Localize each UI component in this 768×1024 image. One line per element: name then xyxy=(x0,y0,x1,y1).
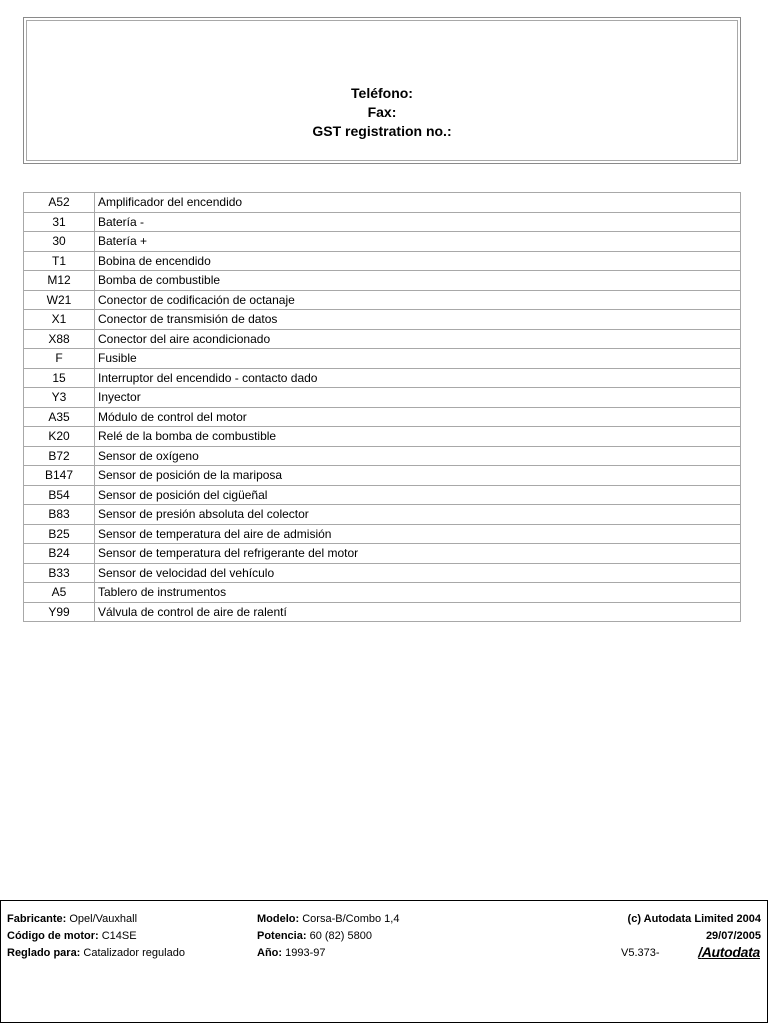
component-code: W21 xyxy=(24,290,95,310)
table-row xyxy=(24,544,741,564)
legend-body xyxy=(24,193,741,622)
component-description: Batería - xyxy=(95,212,741,232)
table-row xyxy=(24,407,741,427)
component-code: B25 xyxy=(24,524,95,544)
component-code: B54 xyxy=(24,485,95,505)
power-line xyxy=(257,928,399,945)
component-code: F xyxy=(24,349,95,369)
year-line xyxy=(257,945,399,962)
component-description: Sensor de posición del cigüeñal xyxy=(95,485,741,505)
component-description: Inyector xyxy=(95,388,741,408)
contact-block xyxy=(24,84,740,141)
header-box xyxy=(23,17,741,164)
table-row xyxy=(24,251,741,271)
component-code: Y99 xyxy=(24,602,95,622)
component-code: B83 xyxy=(24,505,95,525)
component-code: X1 xyxy=(24,310,95,330)
autodata-logo: /Autodata xyxy=(698,944,760,960)
component-code: M12 xyxy=(24,271,95,291)
table-row xyxy=(24,485,741,505)
year-label: Año: xyxy=(257,947,283,959)
fax-label: Fax: xyxy=(367,104,397,120)
component-code: K20 xyxy=(24,427,95,447)
component-description: Válvula de control de aire de ralentí xyxy=(95,602,741,622)
year-value: 1993-97 xyxy=(285,947,326,959)
model-line xyxy=(257,911,399,928)
component-description: Sensor de presión absoluta del colector xyxy=(95,505,741,525)
component-code: X88 xyxy=(24,329,95,349)
component-description: Tablero de instrumentos xyxy=(95,583,741,603)
engine-code-label: Código de motor: xyxy=(7,930,99,942)
power-value: 60 (82) 5800 xyxy=(309,930,372,942)
power-label: Potencia: xyxy=(257,930,307,942)
copyright-text: (c) Autodata Limited 2004 xyxy=(627,913,761,925)
component-description: Bobina de encendido xyxy=(95,251,741,271)
autodata-logo-text: Autodata xyxy=(701,944,760,960)
adjusted-for-value: Catalizador regulado xyxy=(83,947,185,959)
component-description: Conector del aire acondicionado xyxy=(95,329,741,349)
component-description: Amplificador del encendido xyxy=(95,193,741,213)
footer-copyright-column xyxy=(628,911,761,945)
table-row xyxy=(24,505,741,525)
table-row xyxy=(24,368,741,388)
component-description: Fusible xyxy=(95,349,741,369)
table-row xyxy=(24,310,741,330)
model-label: Modelo: xyxy=(257,913,300,925)
table-row xyxy=(24,290,741,310)
table-row xyxy=(24,193,741,213)
footer-vehicle-column xyxy=(7,911,185,962)
manufacturer-line xyxy=(7,911,185,928)
table-row xyxy=(24,388,741,408)
table-row xyxy=(24,271,741,291)
component-code: 15 xyxy=(24,368,95,388)
table-row xyxy=(24,427,741,447)
component-description: Batería + xyxy=(95,232,741,252)
component-code: B33 xyxy=(24,563,95,583)
print-date xyxy=(628,928,761,945)
component-code: T1 xyxy=(24,251,95,271)
manufacturer-label: Fabricante: xyxy=(7,913,67,925)
component-code: 30 xyxy=(24,232,95,252)
table-row xyxy=(24,524,741,544)
component-description: Conector de transmisión de datos xyxy=(95,310,741,330)
print-date-text: 29/07/2005 xyxy=(705,930,761,942)
component-code: A52 xyxy=(24,193,95,213)
component-description: Sensor de posición de la mariposa xyxy=(95,466,741,486)
table-row xyxy=(24,212,741,232)
component-description: Relé de la bomba de combustible xyxy=(95,427,741,447)
component-legend-table xyxy=(23,192,741,622)
manufacturer-value: Opel/Vauxhall xyxy=(69,913,138,925)
component-description: Sensor de velocidad del vehículo xyxy=(95,563,741,583)
table-row xyxy=(24,563,741,583)
component-code: B24 xyxy=(24,544,95,564)
table-row xyxy=(24,329,741,349)
engine-code-value: C14SE xyxy=(101,930,137,942)
adjusted-for-label: Reglado para: xyxy=(7,947,81,959)
component-code: A5 xyxy=(24,583,95,603)
component-code: Y3 xyxy=(24,388,95,408)
component-description: Sensor de temperatura del refrigerante del motor xyxy=(95,544,741,564)
model-value: Corsa-B/Combo 1,4 xyxy=(302,913,400,925)
component-code: 31 xyxy=(24,212,95,232)
document-footer xyxy=(0,900,768,1023)
table-row xyxy=(24,446,741,466)
table-row xyxy=(24,583,741,603)
component-code: B147 xyxy=(24,466,95,486)
component-description: Interruptor del encendido - contacto dado xyxy=(95,368,741,388)
component-description: Sensor de temperatura del aire de admisión xyxy=(95,524,741,544)
table-row xyxy=(24,349,741,369)
version-number: V5.373- xyxy=(621,947,660,959)
component-description: Bomba de combustible xyxy=(95,271,741,291)
component-description: Conector de codificación de octanaje xyxy=(95,290,741,310)
component-code: A35 xyxy=(24,407,95,427)
component-description: Sensor de oxígeno xyxy=(95,446,741,466)
gst-label: GST registration no.: xyxy=(312,123,452,139)
table-row xyxy=(24,466,741,486)
table-row xyxy=(24,602,741,622)
footer-model-column xyxy=(257,911,399,962)
phone-label: Teléfono: xyxy=(351,85,413,101)
component-code: B72 xyxy=(24,446,95,466)
table-row xyxy=(24,232,741,252)
engine-code-line xyxy=(7,928,185,945)
copyright-notice xyxy=(628,911,761,928)
component-description: Módulo de control del motor xyxy=(95,407,741,427)
adjusted-for-line xyxy=(7,945,185,962)
